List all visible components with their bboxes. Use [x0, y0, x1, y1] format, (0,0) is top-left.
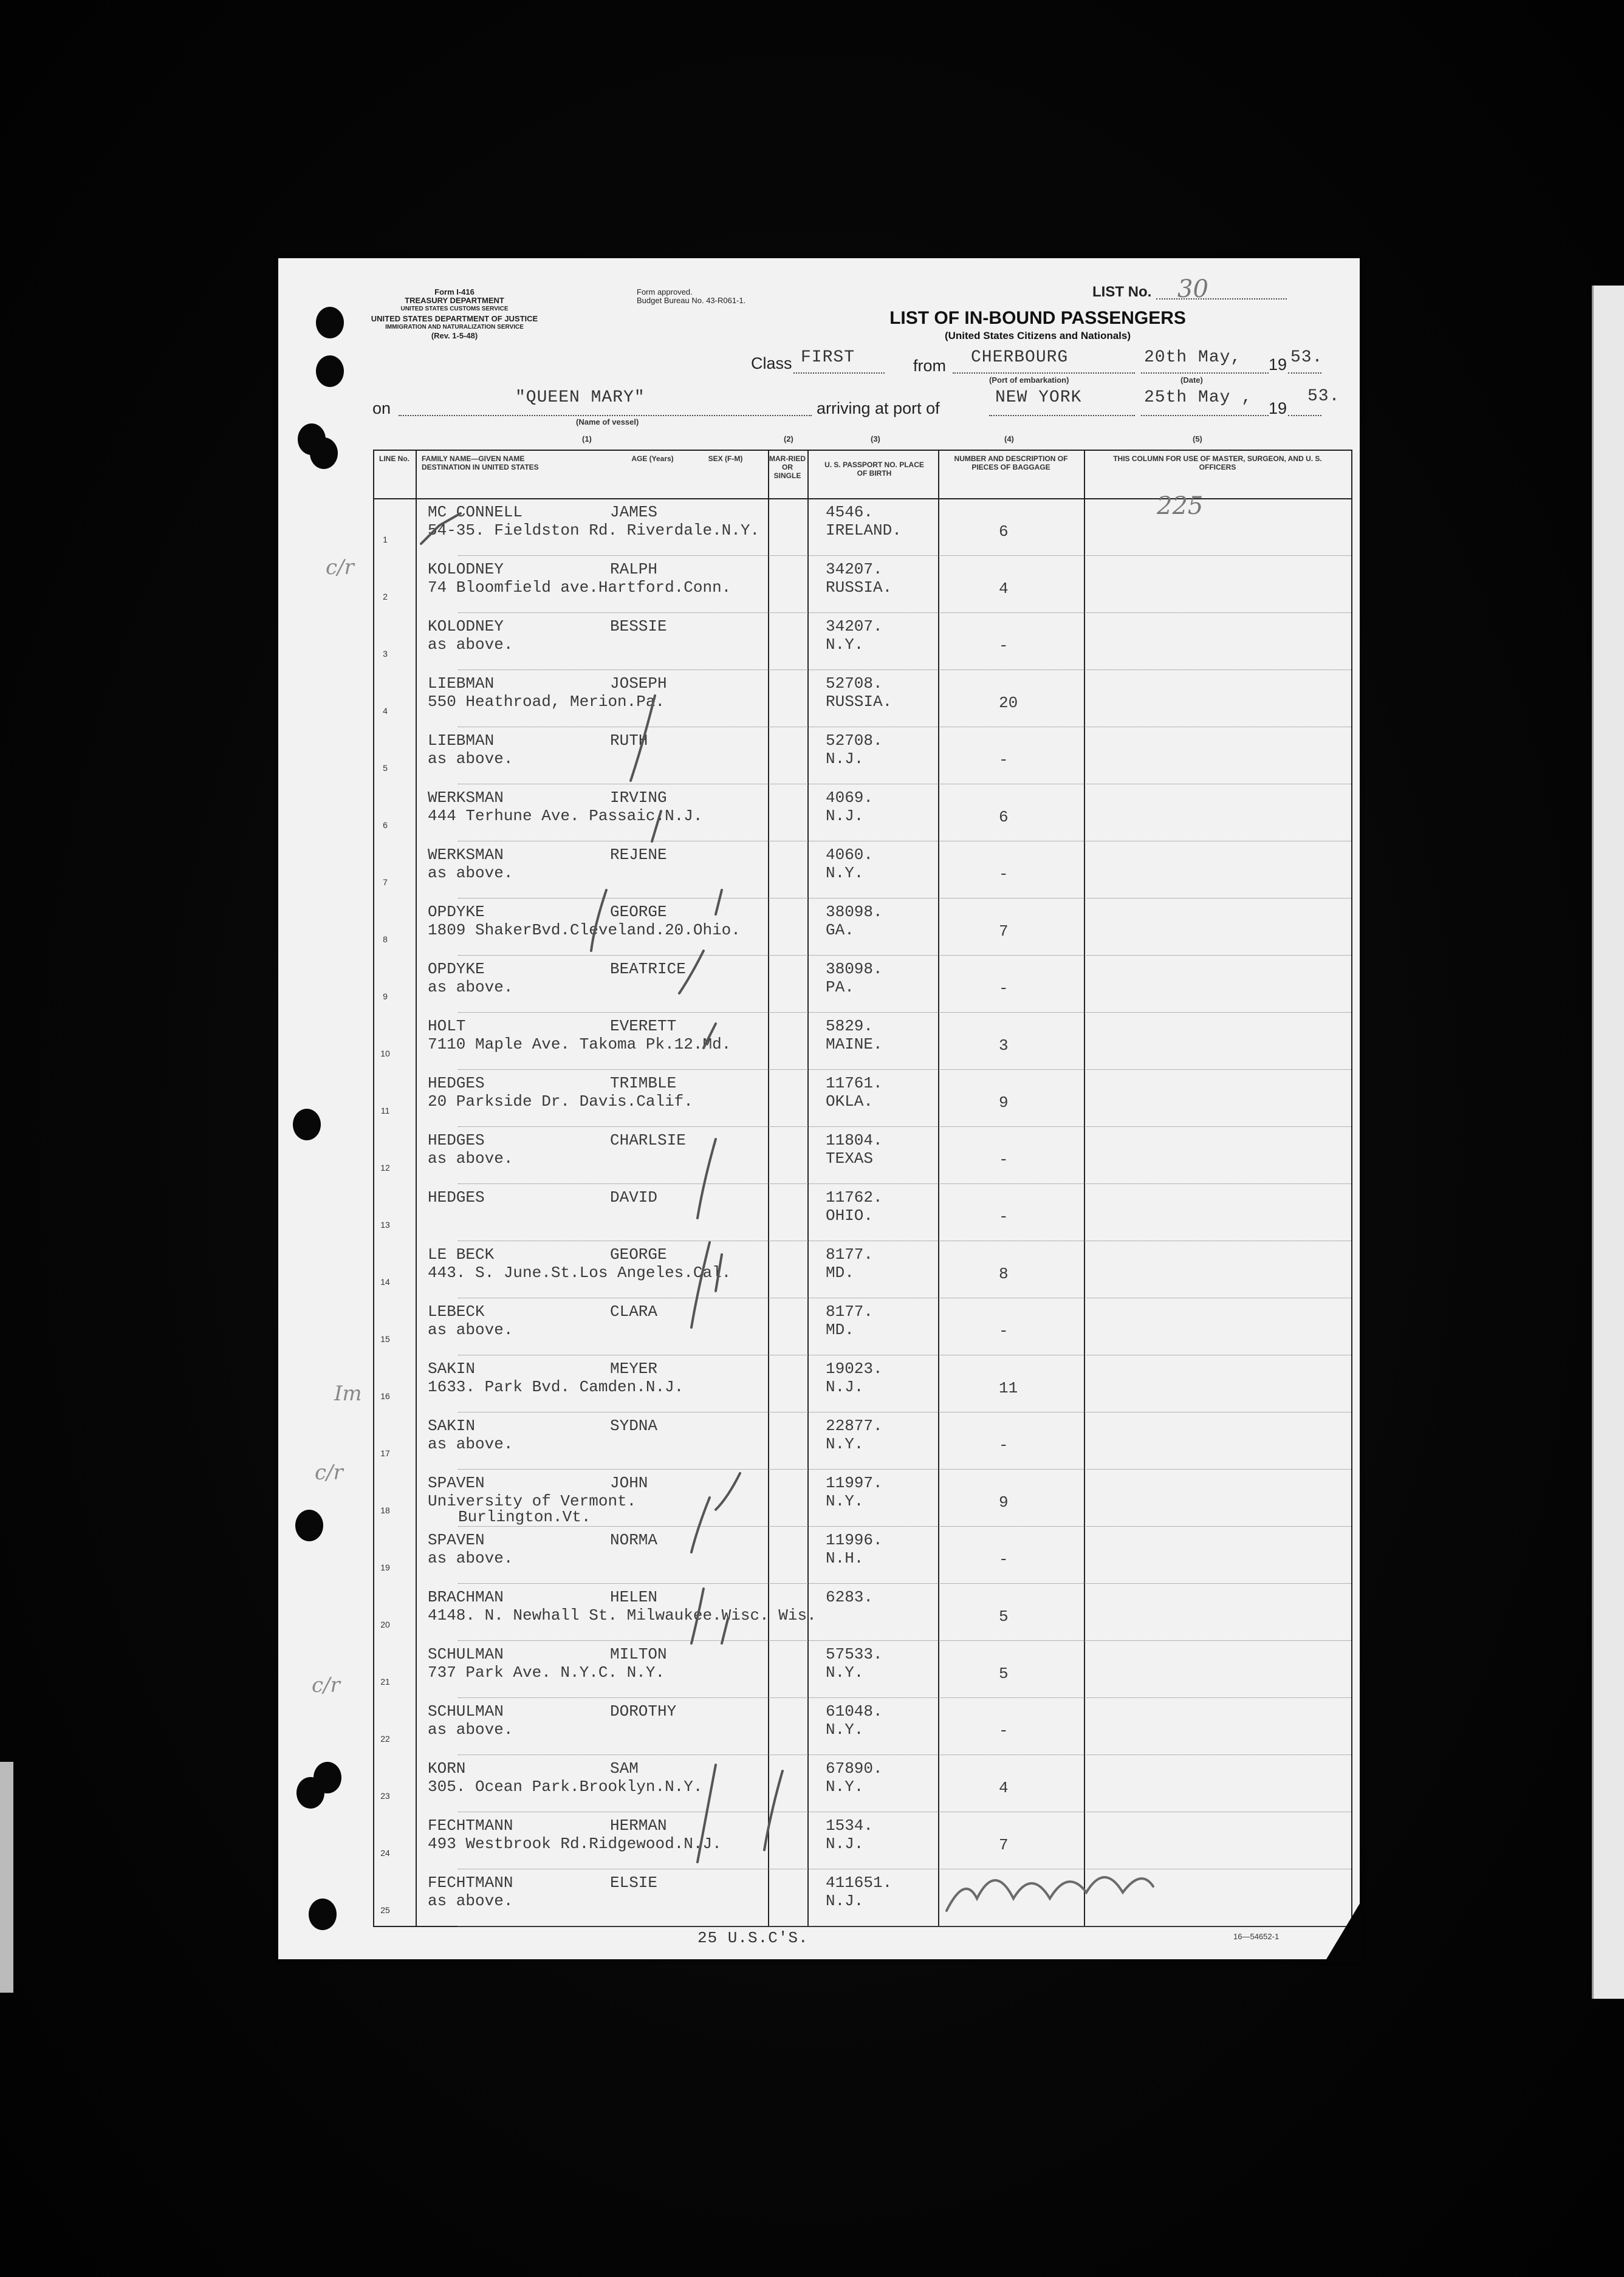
col-line-no: LINE No. — [379, 454, 409, 463]
margin-note: c/r — [326, 555, 354, 580]
line-number: 9 — [383, 991, 388, 1001]
baggage-count: - — [999, 1151, 1009, 1169]
destination: 74 Bloomfield ave.Hartford.Conn. — [428, 578, 731, 597]
dept-immigration: IMMIGRATION AND NATURALIZATION SERVICE — [385, 324, 524, 330]
baggage-count: 9 — [999, 1493, 1009, 1512]
line-number: 18 — [380, 1505, 390, 1515]
row-divider — [458, 1583, 1351, 1584]
destination: University of Vermont. — [428, 1492, 637, 1510]
list-number-line — [1156, 298, 1287, 300]
officer-note: 225 — [1157, 492, 1204, 520]
given-name: ELSIE — [610, 1874, 658, 1892]
dept-customs: UNITED STATES CUSTOMS SERVICE — [400, 306, 509, 312]
baggage-count: - — [999, 637, 1009, 655]
given-name: DAVID — [610, 1188, 658, 1207]
embark-port-value: CHERBOURG — [971, 348, 1069, 367]
baggage-count: - — [999, 1722, 1009, 1740]
destination: 20 Parkside Dr. Davis.Calif. — [428, 1092, 693, 1111]
family-name: OPDYKE — [428, 903, 485, 921]
arriving-label: arriving at port of — [817, 399, 940, 417]
family-name: LIEBMAN — [428, 731, 495, 750]
margin-note: c/r — [315, 1460, 343, 1485]
page-tear-corner — [1324, 1902, 1361, 1962]
date-value: 20th May, — [1144, 348, 1242, 367]
destination: as above. — [428, 1149, 513, 1168]
given-name: BESSIE — [610, 617, 667, 635]
year1-value: 53. — [1290, 348, 1323, 367]
embark-port-line — [953, 372, 1135, 374]
given-name: CLARA — [610, 1303, 658, 1321]
destination: 443. S. June.St.Los Angeles.Cal. — [428, 1264, 731, 1282]
passport-number: 11761. — [826, 1074, 883, 1092]
baggage-count: - — [999, 1208, 1009, 1226]
vessel-value: "QUEEN MARY" — [515, 388, 645, 407]
place-of-birth: N.J. — [826, 1835, 864, 1853]
passport-number: 34207. — [826, 617, 883, 635]
baggage-count: 20 — [999, 694, 1018, 712]
col-married: MAR-RIED OR SINGLE — [769, 454, 806, 480]
line-number: 10 — [380, 1049, 390, 1058]
passport-number: 6283. — [826, 1588, 874, 1606]
col-passport: U. S. PASSPORT NO. PLACE OF BIRTH — [824, 461, 924, 478]
given-name: GEORGE — [610, 903, 667, 921]
given-name: JOSEPH — [610, 674, 667, 693]
col-baggage: NUMBER AND DESCRIPTION OF PIECES OF BAGGAGE — [954, 454, 1068, 471]
revision: (Rev. 1-5-48) — [431, 331, 478, 340]
year2-value: 53. — [1307, 387, 1340, 406]
given-name: BEATRICE — [610, 960, 686, 978]
row-divider — [458, 1183, 1351, 1184]
family-name: FECHTMANN — [428, 1816, 513, 1835]
col-name-destination: FAMILY NAME—GIVEN NAME DESTINATION IN UNITED STATES — [422, 454, 539, 471]
given-name: MEYER — [610, 1360, 658, 1378]
given-name: RUTH — [610, 731, 648, 750]
place-of-birth: N.J. — [826, 750, 864, 768]
place-of-birth: N.Y. — [826, 635, 864, 654]
destination-line2: Burlington.Vt. — [458, 1508, 591, 1526]
destination: 54-35. Fieldston Rd. Riverdale.N.Y. — [428, 521, 760, 539]
punch-hole — [295, 1510, 323, 1541]
destination: 7110 Maple Ave. Takoma Pk.12.Md. — [428, 1035, 731, 1053]
colnum-4: (4) — [1004, 434, 1014, 443]
col-age: AGE (Years) — [631, 454, 674, 463]
given-name: MILTON — [610, 1645, 667, 1663]
family-name: HOLT — [428, 1017, 466, 1035]
table-top-border — [373, 450, 1351, 451]
place-of-birth: N.Y. — [826, 1663, 864, 1682]
family-name: LEBECK — [428, 1303, 485, 1321]
passport-number: 57533. — [826, 1645, 883, 1663]
destination: 305. Ocean Park.Brooklyn.N.Y. — [428, 1778, 703, 1796]
line-number: 24 — [380, 1848, 390, 1858]
place-of-birth: IRELAND. — [826, 521, 902, 539]
col-border — [416, 450, 417, 1926]
destination: 1809 ShakerBvd.Cleveland.20.Ohio. — [428, 921, 741, 939]
baggage-count: - — [999, 1322, 1009, 1340]
line-number: 13 — [380, 1220, 390, 1230]
baggage-count: 9 — [999, 1094, 1009, 1112]
baggage-count: 5 — [999, 1608, 1009, 1626]
budget-bureau: Budget Bureau No. 43-R061-1. — [637, 296, 746, 305]
family-name: HEDGES — [428, 1188, 485, 1207]
passport-number: 61048. — [826, 1702, 883, 1721]
destination: as above. — [428, 978, 513, 996]
col-sex: SEX (F-M) — [708, 454, 743, 463]
destination: 4148. N. Newhall St. Milwaukee.Wisc. Wis. — [428, 1606, 817, 1625]
baggage-count: - — [999, 865, 1009, 883]
destination: 444 Terhune Ave. Passaic.N.J. — [428, 807, 703, 825]
class-label: Class — [751, 354, 792, 372]
passport-number: 52708. — [826, 674, 883, 693]
place-of-birth: PA. — [826, 978, 854, 996]
place-of-birth: OKLA. — [826, 1092, 874, 1111]
line-number: 14 — [380, 1277, 390, 1287]
given-name: IRVING — [610, 789, 667, 807]
adjacent-page-edge-left — [0, 1762, 13, 1993]
line-number: 23 — [380, 1791, 390, 1801]
class-value: FIRST — [801, 348, 855, 367]
passport-number: 4069. — [826, 789, 874, 807]
baggage-count: - — [999, 1436, 1009, 1454]
family-name: LIEBMAN — [428, 674, 495, 693]
footer-form-code: 16—54652-1 — [1233, 1932, 1280, 1941]
colnum-2: (2) — [784, 434, 793, 443]
baggage-count: - — [999, 751, 1009, 769]
baggage-count: 5 — [999, 1665, 1009, 1683]
adjacent-page-edge — [1592, 286, 1624, 1999]
line-number: 25 — [380, 1905, 390, 1915]
place-of-birth: GA. — [826, 921, 854, 939]
baggage-count: 6 — [999, 808, 1009, 826]
family-name: HEDGES — [428, 1074, 485, 1092]
line-number: 12 — [380, 1163, 390, 1173]
place-of-birth: RUSSIA. — [826, 578, 893, 597]
passport-number: 11997. — [826, 1474, 883, 1492]
line-number: 16 — [380, 1391, 390, 1401]
passport-number: 52708. — [826, 731, 883, 750]
passport-number: 38098. — [826, 960, 883, 978]
place-of-birth: N.H. — [826, 1549, 864, 1567]
family-name: MC CONNELL — [428, 503, 523, 521]
family-name: SCHULMAN — [428, 1702, 504, 1721]
given-name: TRIMBLE — [610, 1074, 677, 1092]
passport-number: 38098. — [826, 903, 883, 921]
destination: as above. — [428, 635, 513, 654]
date-caption: (Date) — [1180, 375, 1203, 385]
year1-line — [1288, 372, 1321, 374]
row-divider — [458, 1526, 1351, 1527]
passport-number: 19023. — [826, 1360, 883, 1378]
line-number: 3 — [383, 649, 388, 659]
given-name: HELEN — [610, 1588, 658, 1606]
row-divider — [458, 1126, 1351, 1127]
family-name: HEDGES — [428, 1131, 485, 1149]
destination: 550 Heathroad, Merion.Pa. — [428, 693, 665, 711]
given-name: SAM — [610, 1759, 639, 1778]
passport-number: 11804. — [826, 1131, 883, 1149]
destination: as above. — [428, 1549, 513, 1567]
from-label: from — [913, 357, 946, 375]
punch-hole — [316, 307, 344, 338]
line-number: 11 — [380, 1106, 390, 1115]
row-divider — [458, 1697, 1351, 1698]
line-number: 1 — [383, 535, 388, 544]
passport-number: 411651. — [826, 1874, 893, 1892]
line-number: 8 — [383, 934, 388, 944]
destination: as above. — [428, 1721, 513, 1739]
manifest-page — [278, 258, 1360, 1959]
place-of-birth: N.J. — [826, 1892, 864, 1910]
row-divider — [458, 1012, 1351, 1013]
given-name: HERMAN — [610, 1816, 667, 1835]
col-border — [938, 450, 939, 1926]
line-number: 21 — [380, 1677, 390, 1686]
col-officers: THIS COLUMN FOR USE OF MASTER, SURGEON, AND U. S. OFFICERS — [1113, 454, 1322, 471]
given-name: SYDNA — [610, 1417, 658, 1435]
col-border — [768, 450, 769, 1926]
family-name: SPAVEN — [428, 1531, 485, 1549]
form-number: Form I-416 — [434, 287, 475, 296]
baggage-count: 3 — [999, 1036, 1009, 1055]
line-number: 6 — [383, 820, 388, 830]
punch-hole — [309, 1899, 337, 1930]
arrival-port-value: NEW YORK — [995, 388, 1082, 407]
family-name: OPDYKE — [428, 960, 485, 978]
punch-hole — [310, 437, 338, 469]
baggage-count: 11 — [999, 1379, 1018, 1397]
vessel-line — [399, 415, 812, 416]
destination: 493 Westbrook Rd.Ridgewood.N.J. — [428, 1835, 722, 1853]
passport-number: 4546. — [826, 503, 874, 521]
list-number-value: 30 — [1177, 275, 1208, 303]
class-line — [793, 372, 885, 374]
destination: 737 Park Ave. N.Y.C. N.Y. — [428, 1663, 665, 1682]
row-divider — [458, 1469, 1351, 1470]
place-of-birth: N.Y. — [826, 1778, 864, 1796]
on-label: on — [372, 399, 391, 417]
arrival-date-line — [1141, 415, 1269, 416]
family-name: BRACHMAN — [428, 1588, 504, 1606]
arrival-date-value: 25th May , — [1144, 388, 1253, 407]
colnum-5: (5) — [1193, 434, 1202, 443]
line-number: 2 — [383, 592, 388, 601]
given-name: JAMES — [610, 503, 658, 521]
family-name: SPAVEN — [428, 1474, 485, 1492]
passport-number: 67890. — [826, 1759, 883, 1778]
place-of-birth: MD. — [826, 1264, 854, 1282]
passport-number: 8177. — [826, 1303, 874, 1321]
given-name: EVERETT — [610, 1017, 677, 1035]
row-divider — [458, 612, 1351, 613]
place-of-birth: OHIO. — [826, 1207, 874, 1225]
line-number: 17 — [380, 1448, 390, 1458]
baggage-count: 4 — [999, 580, 1009, 598]
place-of-birth: RUSSIA. — [826, 693, 893, 711]
col-border — [373, 450, 374, 1926]
baggage-count: 6 — [999, 522, 1009, 541]
margin-note: Im — [334, 1382, 362, 1406]
family-name: FECHTMANN — [428, 1874, 513, 1892]
colnum-3: (3) — [871, 434, 880, 443]
family-name: LE BECK — [428, 1245, 495, 1264]
line-number: 4 — [383, 706, 388, 716]
passport-number: 11996. — [826, 1531, 883, 1549]
destination: as above. — [428, 1892, 513, 1910]
family-name: WERKSMAN — [428, 789, 504, 807]
place-of-birth: N.Y. — [826, 1492, 864, 1510]
row-divider — [458, 669, 1351, 670]
place-of-birth: MAINE. — [826, 1035, 883, 1053]
passport-number: 22877. — [826, 1417, 883, 1435]
destination: as above. — [428, 1435, 513, 1453]
line-number: 7 — [383, 877, 388, 887]
form-title: LIST OF IN-BOUND PASSENGERS — [889, 308, 1186, 328]
destination: 1633. Park Bvd. Camden.N.J. — [428, 1378, 684, 1396]
form-approved: Form approved. — [637, 287, 693, 296]
place-of-birth: N.Y. — [826, 864, 864, 882]
footer-total: 25 U.S.C'S. — [697, 1929, 809, 1947]
destination: as above. — [428, 864, 513, 882]
dept-treasury: TREASURY DEPARTMENT — [405, 296, 504, 305]
row-divider — [458, 898, 1351, 899]
margin-note: c/r — [312, 1673, 340, 1697]
form-subtitle: (United States Citizens and Nationals) — [944, 330, 1131, 341]
punch-hole — [293, 1109, 321, 1140]
line-number: 19 — [380, 1563, 390, 1572]
line-number: 22 — [380, 1734, 390, 1744]
passport-number: 11762. — [826, 1188, 883, 1207]
given-name: NORMA — [610, 1531, 658, 1549]
line-number: 15 — [380, 1334, 390, 1344]
given-name: DOROTHY — [610, 1702, 677, 1721]
destination: as above. — [428, 750, 513, 768]
family-name: KORN — [428, 1759, 466, 1778]
given-name: GEORGE — [610, 1245, 667, 1264]
embark-port-caption: (Port of embarkation) — [989, 375, 1069, 385]
passport-number: 1534. — [826, 1816, 874, 1835]
punch-hole — [313, 1762, 341, 1793]
year2-line — [1288, 415, 1321, 416]
baggage-count: 4 — [999, 1779, 1009, 1797]
passport-number: 8177. — [826, 1245, 874, 1264]
baggage-count: 8 — [999, 1265, 1009, 1283]
baggage-count: - — [999, 979, 1009, 998]
vessel-caption: (Name of vessel) — [576, 417, 639, 426]
family-name: WERKSMAN — [428, 846, 504, 864]
family-name: KOLODNEY — [428, 560, 504, 578]
given-name: CHARLSIE — [610, 1131, 686, 1149]
dept-justice: UNITED STATES DEPARTMENT OF JUSTICE — [371, 314, 538, 323]
place-of-birth: N.Y. — [826, 1721, 864, 1739]
year2-prefix: 19 — [1269, 399, 1287, 417]
col-border — [1351, 450, 1352, 1926]
place-of-birth: MD. — [826, 1321, 854, 1339]
table-header-border — [373, 498, 1351, 499]
family-name: SCHULMAN — [428, 1645, 504, 1663]
passport-number: 34207. — [826, 560, 883, 578]
place-of-birth: N.J. — [826, 807, 864, 825]
list-number-label: LIST No. — [1092, 284, 1152, 300]
line-number: 20 — [380, 1620, 390, 1629]
place-of-birth: N.Y. — [826, 1435, 864, 1453]
place-of-birth: TEXAS — [826, 1149, 874, 1168]
destination: as above. — [428, 1321, 513, 1339]
baggage-count: 7 — [999, 922, 1009, 940]
col-border — [807, 450, 809, 1926]
place-of-birth: N.J. — [826, 1378, 864, 1396]
row-divider — [458, 955, 1351, 956]
family-name: KOLODNEY — [428, 617, 504, 635]
colnum-1: (1) — [582, 434, 592, 443]
row-divider — [458, 1640, 1351, 1641]
year1-prefix: 19 — [1269, 355, 1287, 374]
baggage-count: - — [999, 1550, 1009, 1569]
row-divider — [458, 555, 1351, 556]
given-name: RALPH — [610, 560, 658, 578]
family-name: SAKIN — [428, 1417, 476, 1435]
given-name: JOHN — [610, 1474, 648, 1492]
passport-number: 4060. — [826, 846, 874, 864]
given-name: REJENE — [610, 846, 667, 864]
passenger-table — [373, 450, 1351, 1926]
punch-hole — [316, 355, 344, 387]
date-line — [1141, 372, 1269, 374]
row-divider — [458, 1069, 1351, 1070]
family-name: SAKIN — [428, 1360, 476, 1378]
passport-number: 5829. — [826, 1017, 874, 1035]
col-border — [1084, 450, 1085, 1926]
line-number: 5 — [383, 763, 388, 773]
baggage-count: 7 — [999, 1836, 1009, 1854]
arrival-port-line — [989, 415, 1135, 416]
